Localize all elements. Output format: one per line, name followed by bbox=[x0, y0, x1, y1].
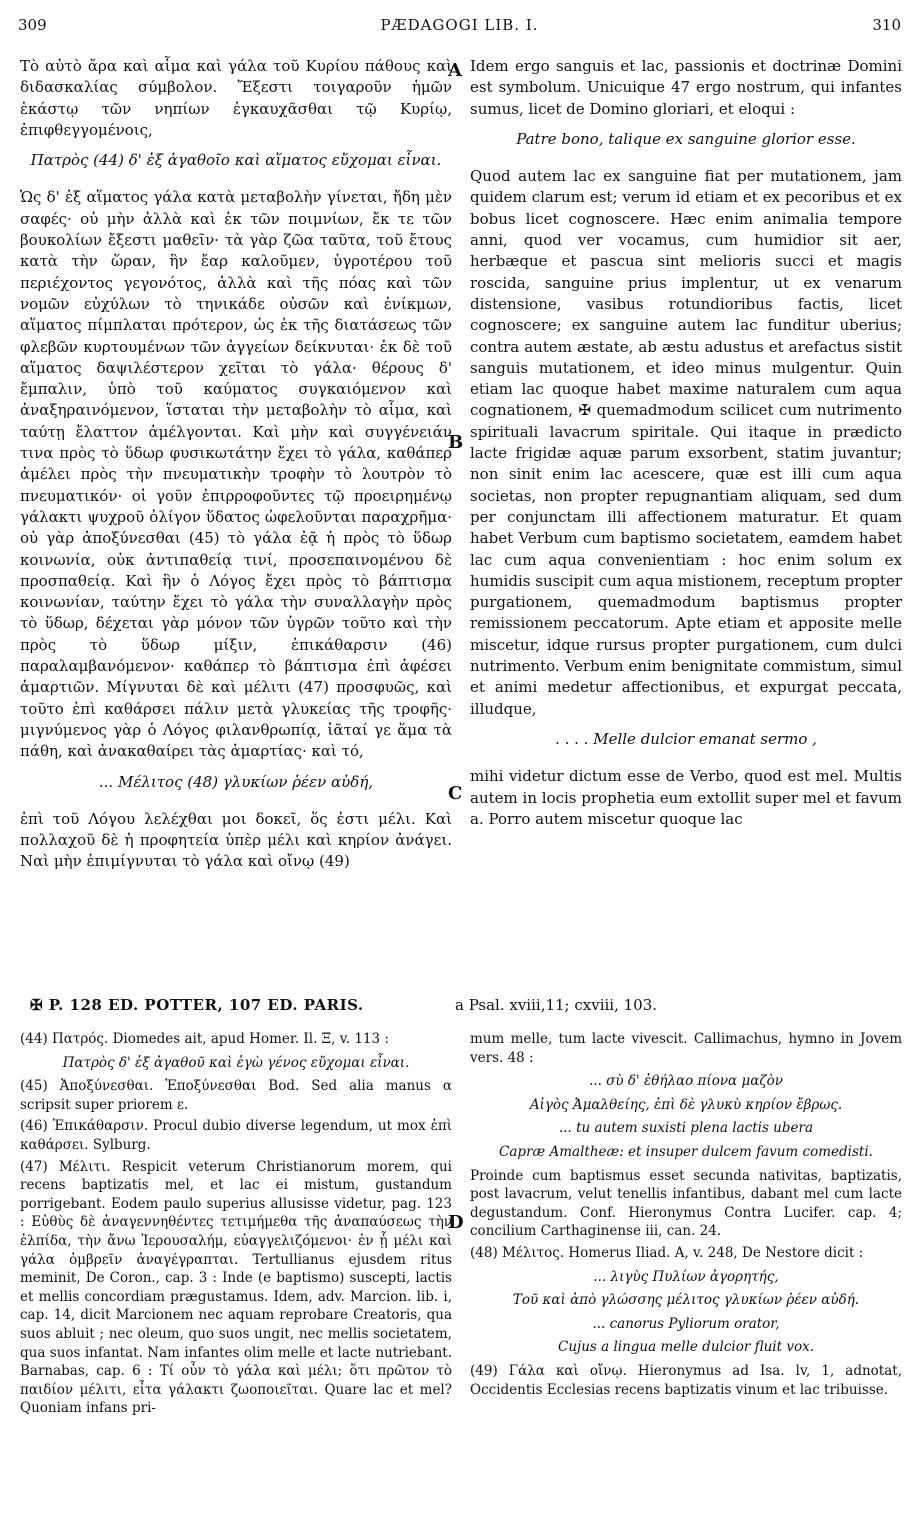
section-marker-b: B bbox=[448, 432, 464, 453]
latin-column bbox=[470, 56, 902, 839]
footnote-verse: ... tu autem suxisti plena lactis ubera bbox=[558, 1120, 814, 1137]
section-marker-c: C bbox=[448, 783, 463, 804]
footnote-verse: ... canorus Pyliorum orator, bbox=[592, 1315, 780, 1332]
latin-verse: Patre bono, talique ex sanguine glorior esse. bbox=[516, 129, 856, 148]
latin-paragraph: mihi videtur dictum esse de Verbo, quod est mel. Multis autem in locis prophetia eum extollit super mel et favum a. Porro autem miscetur quoque lac bbox=[470, 767, 902, 828]
footnote: mum melle, tum lacte vivescit. Callimachus, hymno in Jovem vers. 48 : bbox=[470, 1031, 902, 1066]
latin-verse: . . . . Melle dulcior emanat sermo , bbox=[555, 729, 817, 748]
section-marker-a: A bbox=[448, 60, 462, 81]
greek-verse: ... Μέλιτος (48) γλυκίων ῥέεν αὐδή, bbox=[98, 772, 374, 791]
footnote: (44) Πατρός. Diomedes ait, apud Homer. Il. Ξ, v. 113 : bbox=[20, 1031, 389, 1047]
footnotes-right bbox=[470, 1030, 902, 1402]
footnote: Proinde cum baptismus esset secunda nativitas, baptizatis, post lavacrum, velut tenellis infantibus, dabant mel cum lacte degustandum. Conf. Hieronymus Contra Lucifer. cap. 4; concilium Carthaginense iii, can. 24. bbox=[470, 1167, 902, 1240]
footnote-verse: Τοῦ καὶ ἀπὸ γλώσσης μέλιτος γλυκίων ῥέεν αὐδή. bbox=[512, 1292, 860, 1309]
footnotes-left bbox=[20, 1030, 452, 1421]
footnote-verse: ... σὺ δ' ἐθήλαο πίονα μαζὸν bbox=[588, 1073, 783, 1090]
latin-paragraph: Quod autem lac ex sanguine fiat per mutationem, jam quidem clarum est; verum id etiam et ex pecoribus et ex bobus licet cognoscere. Hæc enim animalia tempore anni, quod ver vocamus, cum humidior sit aer, herbæque et pascua sint melioris succi et magis roscida, sanguine prius implentur, ut ex venarum distensione, vasibus rotundioribus factis, licet cognoscere; ex sanguine autem lac funditur uberius; contra autem æstate, ab æstu adustus et arefactus sistit sanguis mutationem, et ideo minus mulgentur. Quin etiam lac quoque habet maxime naturalem cum aqua cognationem, ✠ quemadmodum scilicet cum nutrimento spirituali lavacrum spiritale. Qui itaque in prædicto lacte frigidæ aquæ parum exsorbent, statim juvantur; non sinit enim lac acescere, quæ est illi cum aqua societas, non propter repugnantiam aliquam, sed dum per conjunctam illi affectionem maturatur. Et quam habet Verbum cum baptismo societatem, eamdem habet lac cum aqua convenientiam : hoc enim solum ex humidis suscipit cum aqua mistionem, receptum propter purgationem, quemadmodum baptismus propter remissionem peccatorum. Apte etiam et apposite melle miscetur, idque rursus propter purgationem, cum dulci nutrimento. Verbum enim benignitate commistum, simul et animi medetur affectionibus, et expurgat peccata, illudque, bbox=[470, 167, 902, 718]
footnote-verse: Πατρὸς δ' ἐξ ἀγαθοῦ καὶ ἐγὼ γένος εὔχομαι εἶναι. bbox=[62, 1054, 410, 1071]
footnote: (46) Ἐπικάθαρσιν. Procul dubio diverse legendum, ut mox ἐπὶ καθάρσει. Sylburg. bbox=[20, 1118, 452, 1153]
page-number-right: 310 bbox=[872, 16, 901, 34]
latin-paragraph: Idem ergo sanguis et lac, passionis et doctrinæ Domini est symbolum. Unicuique 47 ergo nostrum, qui infantes sumus, licet de Domino gloriari, et eloqui : bbox=[470, 57, 902, 118]
footnote-verse: Αἰγὸς Ἀμαλθείης, ἐπὶ δὲ γλυκὺ κηρίον ἔβρως. bbox=[529, 1096, 843, 1113]
section-marker-d: D bbox=[448, 1212, 464, 1233]
footnote: (45) Ἀποξύνεσθαι. Ἐποξύνεσθαι Bod. Sed alia manus α scripsit super priorem ε. bbox=[20, 1078, 452, 1113]
footnote-verse: Capræ Amaltheæ: et insuper dulcem favum comedisti. bbox=[499, 1143, 873, 1160]
footnote-verse: ... λιγὺς Πυλίων ἀγορητής, bbox=[593, 1268, 779, 1285]
edition-reference: ✠ P. 128 ED. POTTER, 107 ED. PARIS. bbox=[30, 996, 364, 1014]
page-number-left: 309 bbox=[18, 16, 47, 34]
edition-reference-line bbox=[20, 993, 899, 1019]
greek-column bbox=[20, 56, 452, 882]
footnote: (48) Μέλιτος. Homerus Iliad. A, v. 248, De Nestore dicit : bbox=[470, 1244, 864, 1261]
footnote-verse: Cujus a lingua melle dulcior fluit vox. bbox=[558, 1339, 814, 1356]
running-header bbox=[18, 10, 901, 40]
greek-paragraph: ἐπὶ τοῦ Λόγου λελέχθαι μοι δοκεῖ, ὅς ἐστι μέλι. Καὶ πολλαχοῦ δὲ ἡ προφητεία ὑπὲρ μέλι καὶ κηρίον ἀνάγει. Ναὶ μὴν ἐπιμίγνυται τὸ γάλα καὶ οἴνῳ (49) bbox=[20, 809, 452, 871]
footnote: (47) Μέλιτι. Respicit veterum Christianorum morem, qui recens baptizatis mel, et lac ei mistum, gustandum porrigebant. Eodem paulo superius allusisse videtur, pag. 123 : Εὐθὺς δὲ ἀναγεννηθέντες τετιμήμεθα τῆς ἀναπαύσεως τὴν ἐλπίδα, τὴν ἄνω Ἱερουσαλήμ, εὐαγγελιζόμενοι· ἐν ᾗ μέλι καὶ γάλα ὀμβρεῖν ἀναγέγραπται. Tertullianus ejusdem ritus meminit, De Coron., cap. 3 : Inde (e baptismo) suscepti, lactis et mellis concordiam prægustamus. Idem, adv. Marcion. lib. i, cap. 14, dicit Marcionem nec aquam reprobare Creatoris, qua suos abluit ; nec oleum, quo suos ungit, nec mellis societatem, qua suos infantat. Nam infantes olim melle et lacte nutriebant. Barnabas, cap. 6 : Τί οὖν τὸ γάλα καὶ μέλι; ὅτι πρῶτον τὸ παιδίον μέλιτι, εἶτα γάλακτι ζωοποιεῖται. Quare lac et mel? Quoniam infans pri- bbox=[20, 1158, 452, 1417]
greek-paragraph: Τὸ αὐτὸ ἄρα καὶ αἷμα καὶ γάλα τοῦ Κυρίου πάθους καὶ διδασκαλίας σύμβολον. Ἔξεστι τοιγαροῦν ἡμῶν ἑκάστῳ τῶν νηπίων ἐγκαυχᾶσθαι τῷ Κυρίῳ, ἐπιφθεγγομένοις, bbox=[20, 57, 452, 139]
psalm-reference: a Psal. xviii,11; cxviii, 103. bbox=[455, 996, 658, 1014]
greek-paragraph: Ὡς δ' ἐξ αἵματος γάλα κατὰ μεταβολὴν γίνεται, ἤδη μὲν σαφές· οὐ μὴν ἀλλὰ καὶ ἐκ τῶν ποιμνίων, ἔκ τε τῶν βουκολίων ἔξεστι μαθεῖν· τὰ γὰρ ζῶα ταῦτα, τοῦ ἔτους κατὰ τὴν ὥραν, ἣν ἔαρ καλοῦμεν, ὑγροτέρου τοῦ περιέχοντος γεγονότος, ἀλλὰ καὶ τῆς πόας καὶ τῶν νομῶν εὐχύλων τὸ τηνικάδε οὐσῶν καὶ ἐνίκμων, αἵματος πίμπλαται πρότερον, ὡς ἐκ τῆς διατάσεως τῶν φλεβῶν κυρτουμένων τῶν ἀγγείων δείκνυται· ἐκ δὲ τοῦ αἵματος δαψιλέστερον χεῖται τὸ γάλα· θέρους δ' ἔμπαλιν, ὑπὸ τοῦ καύματος συγκαιόμενον καὶ ἀναξηραινόμενον, ἵσταται τὴν μεταβολὴν τὸ αἷμα, καὶ ταύτῃ ἔλαττον ἀμέλγονται. Καὶ μὴν καὶ συγγένειάν τινα πρὸς τὸ ὕδωρ φυσικωτάτην ἔχει τὸ γάλα, καθάπερ ἀμέλει πρὸς τὴν πνευματικὴν τροφὴν τὸ λουτρὸν τὸ πνευματικόν· οἱ γοῦν ἐπιρροφοῦντες τῷ προειρημένῳ γάλακτι ψυχροῦ ὀλίγον ὕδατος ὠφελοῦνται παραχρῆμα· οὐ γὰρ ἀποξύνεσθαι (45) τὸ γάλα ἐᾷ ἡ πρὸς τὸ ὕδωρ κοινωνία, οὐκ ἀντιπαθείᾳ τινί, προσεπαινομένου δὲ προσπαθείᾳ. Καὶ ἣν ὁ Λόγος ἔχει πρὸς τὸ βάπτισμα κοινωνίαν, ταύτην ἔχει τὸ γάλα τὴν συναλλαγὴν πρὸς τὸ ὕδωρ, δέχεται γὰρ μόνον τῶν ὑγρῶν τοῦτο καὶ τὴν πρὸς τὸ ὕδωρ μίξιν, ἐπικάθαρσιν (46) παραλαμβανόμενον· καθάπερ τὸ βάπτισμα ἐπὶ ἀφέσει ἁμαρτιῶν. Μίγνυται δὲ καὶ μέλιτι (47) προσφυῶς, καὶ τοῦτο ἐπὶ καθάρσει πάλιν μετὰ γλυκείας τῆς τροφῆς· μιγνύμενος γὰρ ὁ Λόγος φιλανθρωπίᾳ, ἰᾶταί γε ἅμα τὰ πάθη, καὶ ἀνακαθαίρει τὰς ἁμαρτίας· καὶ τό, bbox=[20, 188, 452, 761]
greek-verse: Πατρὸς (44) δ' ἐξ ἀγαθοῖο καὶ αἵματος εὔχομαι εἶναι. bbox=[30, 151, 442, 170]
running-title: PÆDAGOGI LIB. I. bbox=[380, 16, 539, 34]
footnote: (49) Γάλα καὶ οἴνῳ. Hieronymus ad Isa. lv, 1, adnotat, Occidentis Ecclesias recens baptizatis vinum et lac tribuisse. bbox=[470, 1362, 902, 1398]
